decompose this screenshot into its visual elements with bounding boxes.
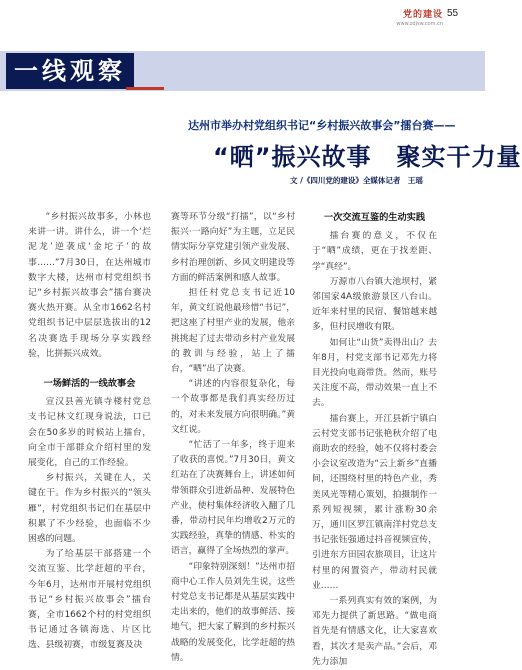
section-title: 一线观察 (6, 53, 134, 89)
paragraph: “讲述的内容很复杂化，每一个故事都是我们真实经历过的，对未来发展方向很明确。”黄文红说。 (171, 379, 295, 435)
paragraph: 为了给基层干部搭建一个交流互鉴、比学赶超的平台，今年6月，达州市开展村党组织书记“乡村振兴故事会”擂台赛，全市1662个村的村党组织书记通过各镇海选、片区比选、县级初赛，市级复赛及决 (28, 549, 151, 651)
paragraph: 赛等环节分级“打擂”，以“乡村振兴·一路向好”为主题，立足民情实际分享党建引领产业发展、乡村治理创新、乡风文明建设等方面的鲜活案例和感人故事。 (171, 212, 295, 283)
paragraph: 擂台赛的意义，不仅在于“晒”成绩，更在于找差距、学“真经”。 (312, 231, 437, 272)
text-column-2 (171, 210, 295, 666)
subheading: 一场鲜活的一线故事会 (43, 378, 136, 390)
paragraph: “乡村振兴故事多，小林也来讲一讲。讲什么，讲一个‘烂泥龙’逆袭成‘金坨子’的故事……”7月30日，在达州城市数字大楼，达州市村党组织书记“乡村振兴故事会”擂台赛决赛火热开赛。从全市1662名村党组织书记中层层选拔出的12名决赛选手现场分享实践经验，比拼振兴成效。 (28, 212, 151, 359)
article-byline: 文 /《四川党的建设》全媒体记者 王瑶 (290, 176, 423, 185)
section-accent-line (126, 87, 164, 90)
paragraph: “忙活了一年多，终于迎来了收获的喜悦。”7月30日，黄文红站在了决赛舞台上，讲述如何带领群众引进新品种、发展特色产业，使村集体经济收入翻了几番，带动村民年均增收2万元的实践经验，真挚的情感、朴实的语言，赢得了全场热烈的掌声。 (171, 440, 295, 557)
article-kicker: 达州市举办村党组织书记“乡村振兴故事会”擂台赛—— (188, 119, 456, 132)
page-number: 55 (447, 8, 459, 19)
paragraph: 担任村党总支书记近10年，黄文红说他最珍惜“书记”，把这座了村里产业的发展，他亲挑挑起了过去带动乡村产业发展的教训与经验，站上了擂台，“晒”出了决赛。 (171, 288, 295, 375)
paragraph: 万源市八台镇大池坝村，紧邻国家4A级旅游景区八台山。近年来村里的民宿、餐馆越来越多，但村民增收有限。 (312, 276, 437, 333)
text-column-1 (28, 210, 151, 654)
paragraph: 一系列真实有效的案例，为邓先力提供了新思路。“做电商首先是有情感文化，让大家喜欢看，其次才是卖产品。”会后，邓先力添加 (312, 596, 437, 667)
magazine-logo (381, 7, 443, 27)
logo-url: www.zdjsw.com.cn (396, 21, 443, 27)
logo-text: 党的建设 (402, 10, 443, 20)
subheading: 一次交流互鉴的生动实践 (323, 212, 426, 223)
paragraph: 擂台赛上，开江县新宁镇白云村党支部书记张艳秋介绍了电商助农的经验，她不仅将村委会小会议室改造为“云上新乡”直播间，还围绕村里的特色产业，秀美风光等精心策划，拍摄制作一系列短视频，累计涨粉30余万，通川区罗江镇南洋村党总支书记张钰强通过抖音视频宣传，引进东方田园农旅项目，让这片村里的闲置资产，带动村民就业…… (312, 413, 437, 591)
paragraph: 乡村振兴，关键在人，关键在干。作为乡村振兴的“领头雁”，村党组织书记们在基层中积累了不少经验，也面临不少困惑的问题。 (28, 473, 151, 545)
paragraph: 宣汉县善光镇寺楼村党总支书记林文红现身说法，口已会在50多岁的时候站上擂台，向全市干部群众介绍村里的发展变化，自己的工作经验。 (28, 397, 151, 469)
paragraph: “印象特别深刻！”达州市招商中心工作人员刘先生说，这些村党总支书记都是从基层实践中走出来的，他们的故事鲜活、接地气，把大家了解到的乡村振兴战略的发展变化，比学赶超的热情。 (171, 561, 295, 663)
text-column-3 (312, 210, 437, 670)
section-banner (0, 51, 485, 91)
paragraph: 如何让“山货”卖得出山？去年8月，村党支部书记邓先力将目光投向电商带货。然而，账号关注度不高，带动效果一直上不去。 (312, 337, 437, 409)
article-headline: “晒”振兴故事 聚实干力量 (213, 143, 522, 171)
